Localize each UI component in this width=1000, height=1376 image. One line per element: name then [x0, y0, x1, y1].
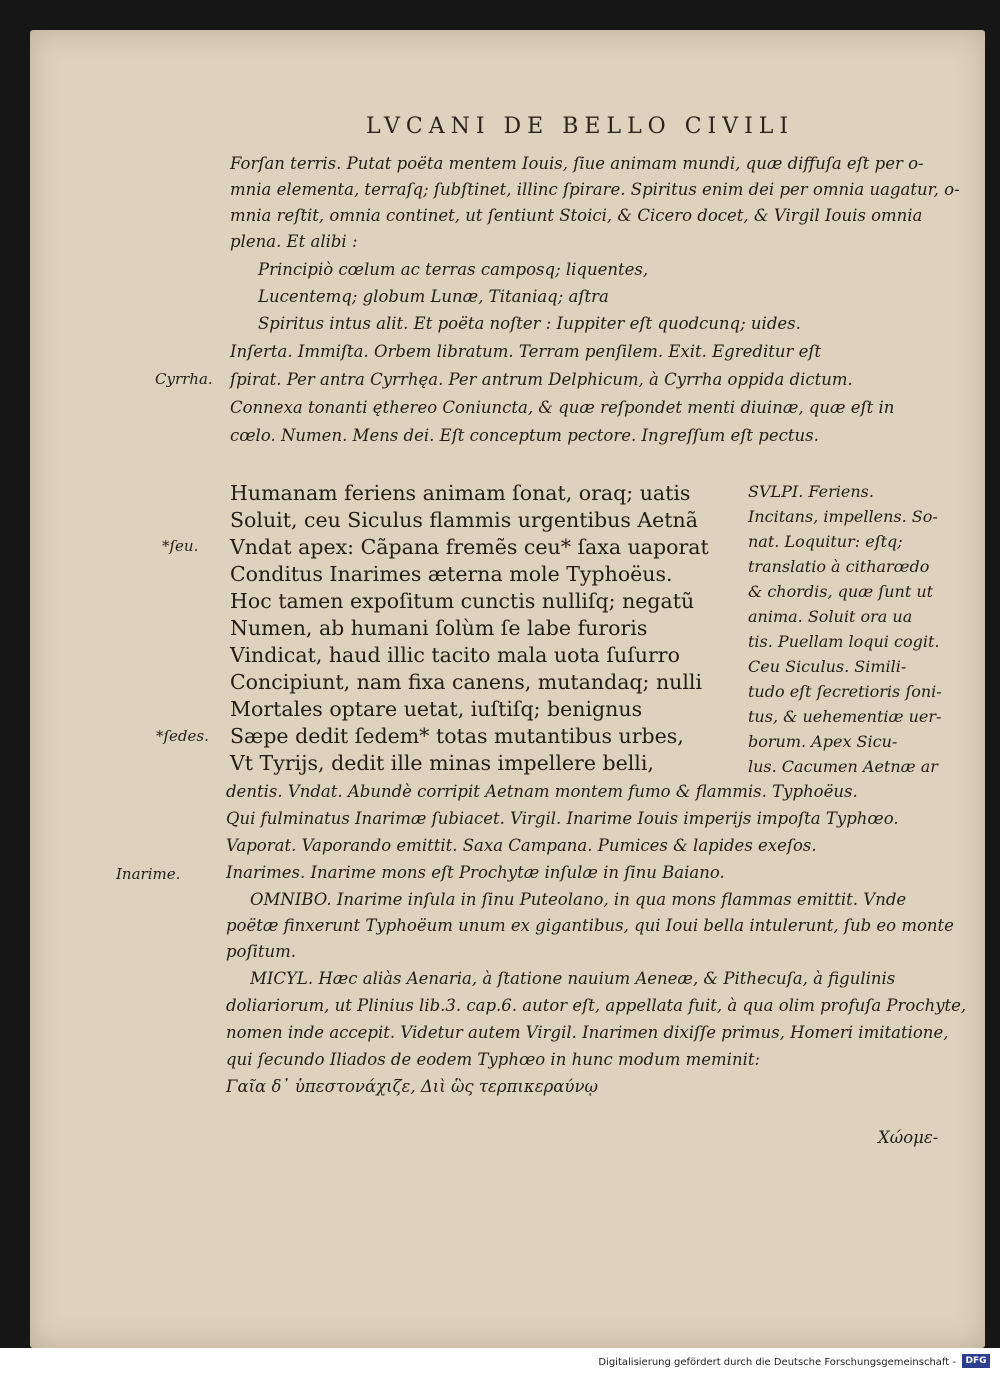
side-commentary-line: Incitans, impellens. So- — [748, 507, 938, 526]
side-commentary-line: tis. Puellam loqui cogit. — [748, 632, 940, 651]
side-commentary-line: translatio à citharœdo — [748, 557, 930, 576]
side-commentary-line: nat. Loquitur: eſtq; — [748, 532, 903, 551]
commentary-line: OMNIBO. Inarime inſula in ſinu Puteolano, in qua mons flammas emittit. Vnde — [250, 890, 907, 909]
commentary-line: mnia reſtit, omnia continet, ut ſentiunt Stoici, & Cicero docet, & Virgil Iouis omnia — [230, 206, 923, 225]
funding-notice: Digitalisierung gefördert durch die Deutsche Forschungsgemeinschaft - — [598, 1357, 956, 1368]
quotation-line: Principiò cœlum ac terras camposq; liquentes, — [258, 260, 649, 279]
commentary-line: nomen inde accepit. Videtur autem Virgil. Inarimen dixiſſe primus, Homeri imitatione, — [226, 1023, 949, 1042]
side-commentary-line: borum. Apex Sicu- — [748, 732, 898, 751]
running-head: LVCANI DE BELLO CIVILI — [366, 114, 795, 139]
commentary-line: poëtæ finxerunt Typhoëum unum ex gigantibus, qui Ioui bella intulerunt, ſub eo monte — [226, 916, 954, 935]
commentary-line: poſitum. — [226, 942, 297, 961]
verse-line: Mortales optare uetat, iuſtiſq; benignus — [230, 697, 643, 721]
quotation-line: Spiritus intus alit. Et poëta noſter : Iuppiter eſt quodcunq; uides. — [258, 314, 801, 333]
verse-line: Sæpe dedit ſedem* totas mutantibus urbes, — [230, 724, 684, 748]
commentary-line: Forſan terris. Putat poëta mentem Iouis, ſiue animam mundi, quæ diffuſa eſt per o- — [230, 154, 924, 173]
commentary-line: plena. Et alibi : — [230, 232, 358, 251]
verse-line: Humanam feriens animam ſonat, oraq; uatis — [230, 481, 691, 505]
commentary-line: Inſerta. Immiſta. Orbem libratum. Terram penſilem. Exit. Egreditur eſt — [230, 342, 822, 361]
side-commentary-line: tus, & uehementiæ uer- — [748, 707, 942, 726]
verse-line: Numen, ab humani ſolùm ſe labe furoris — [230, 616, 648, 640]
commentary-line: dentis. Vndat. Abundè corripit Aetnam montem fumo & flammis. Typhoëus. — [226, 782, 858, 801]
verse-line: Soluit, ceu Siculus flammis urgentibus Aetnã — [230, 508, 698, 532]
book-page — [30, 30, 985, 1348]
quotation-line: Lucentemq; globum Lunæ, Titaniaq; aſtra — [258, 287, 609, 306]
commentary-line: MICYL. Hæc aliàs Aenaria, à ſtatione nauium Aeneæ, & Pithecuſa, à figulinis — [250, 969, 896, 988]
side-commentary-line: & chordis, quæ ſunt ut — [748, 582, 934, 601]
side-commentary-line: tudo eſt ſecretioris ſoni- — [748, 682, 942, 701]
margin-note-seu: *ſeu. — [162, 537, 199, 555]
footer-bar — [0, 1348, 1000, 1376]
side-commentary-line: Ceu Siculus. Simili- — [748, 657, 907, 676]
commentary-line: doliariorum, ut Plinius lib.3. cap.6. autor eſt, appellata fuit, à qua olim profuſa Prochyte, — [226, 996, 967, 1015]
commentary-line: Connexa tonanti ęthereo Coniuncta, & quæ reſpondet menti diuinæ, quæ eſt in — [230, 398, 895, 417]
commentary-line: Inarimes. Inarime mons eſt Prochytæ inſulæ in ſinu Baiano. — [226, 863, 725, 882]
dfg-logo: DFG — [962, 1354, 990, 1368]
verse-line: Conditus Inarimes æterna mole Typhoëus. — [230, 562, 673, 586]
margin-note-cyrrha: Cyrrha. — [155, 370, 213, 388]
margin-note-inarime: Inarime. — [116, 865, 181, 883]
verse-line: Concipiunt, nam fixa canens, mutandaq; nulli — [230, 670, 703, 694]
commentary-line: Vaporat. Vaporando emittit. Saxa Campana. Pumices & lapides exeſos. — [226, 836, 817, 855]
side-commentary-line: lus. Cacumen Aetnæ ar — [748, 757, 938, 776]
commentary-line: ſpirat. Per antra Cyrrhęa. Per antrum Delphicum, à Cyrrha oppida dictum. — [230, 370, 853, 389]
commentary-line: mnia elementa, terraſq; ſubſtinet, illinc ſpirare. Spiritus enim dei per omnia uagatur, o- — [230, 180, 960, 199]
verse-line: Vndat apex: Cãpana fremẽs ceu* ſaxa uaporat — [230, 535, 709, 559]
commentary-line: qui ſecundo Iliados de eodem Typhœo in hunc modum meminit: — [226, 1050, 761, 1069]
side-commentary-line: SVLPI. Feriens. — [748, 482, 874, 501]
catchword: Χώομε- — [878, 1128, 939, 1147]
greek-quotation: Γαῖα δ᾽ ὑπεστονάχιζε, Διὶ ὣς τερπικεραύνῳ — [226, 1077, 598, 1096]
commentary-line: cœlo. Numen. Mens dei. Eſt conceptum pectore. Ingreſſum eſt pectus. — [230, 426, 819, 445]
commentary-line: Qui fulminatus Inarimæ ſubiacet. Virgil. Inarime Iouis imperijs impoſta Typhœo. — [226, 809, 899, 828]
verse-line: Hoc tamen expoſitum cunctis nulliſq; negatũ — [230, 589, 695, 613]
side-commentary-line: anima. Soluit ora ua — [748, 607, 913, 626]
margin-note-sedes: *ſedes. — [156, 727, 209, 745]
verse-line: Vindicat, haud illic tacito mala uota ſuſurro — [230, 643, 680, 667]
verse-line: Vt Tyrijs, dedit ille minas impellere belli, — [230, 751, 654, 775]
